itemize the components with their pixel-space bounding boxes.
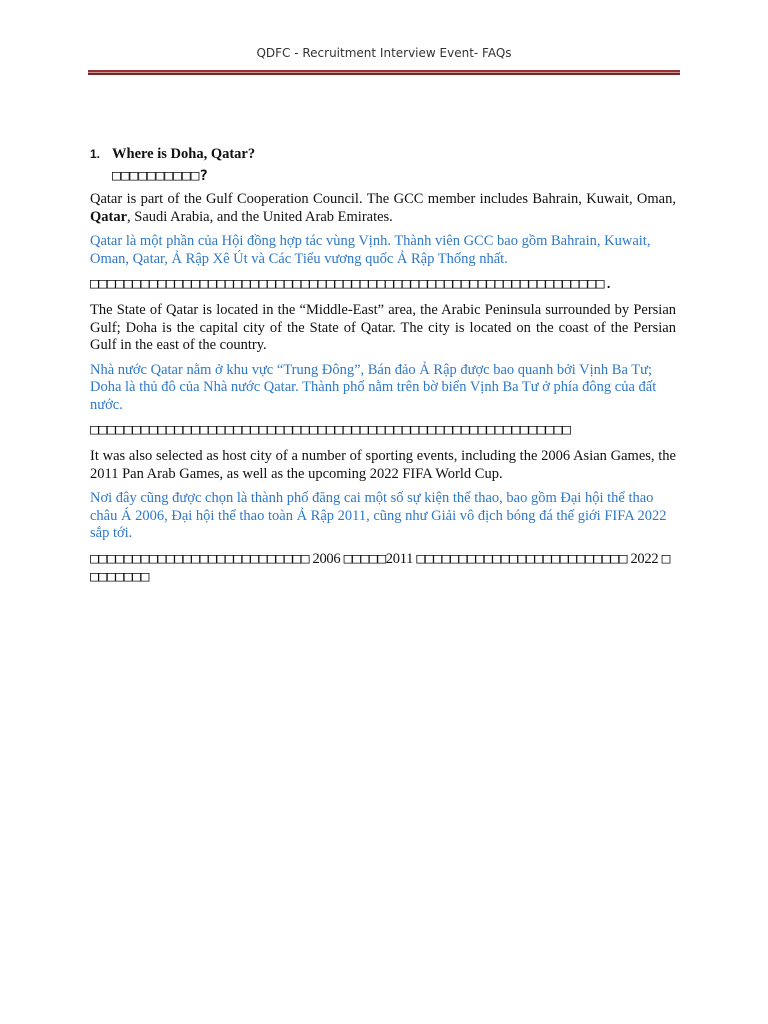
cjk-text: □□□□□□□□	[90, 550, 671, 585]
question-number: 1.	[90, 147, 101, 161]
answer-paragraph-2-vi: Nhà nước Qatar nằm ở khu vực “Trung Đông”, Bán đảo Ả Rập được bao quanh bởi Vịnh Ba Tư; Doha là thủ đô của Nhà nước Qatar. Thành phố nằm trên bờ biển Vịnh Ba Tư ở phía đông của đất nước.	[90, 361, 657, 413]
answer-paragraph-1-cjk: □□□□□□□□□□□□□□□□□□□□□□□□□□□□□□□□□□□□□□□□□□□□□□□□□□□□□□□□□□□□□.	[90, 276, 613, 292]
answer-paragraph-2-cjk: □□□□□□□□□□□□□□□□□□□□□□□□□□□□□□□□□□□□□□□□□□□□□□□□□□□□□□□□□	[90, 422, 571, 438]
page-header-title: QDFC - Recruitment Interview Event- FAQs	[256, 46, 512, 60]
answer-bold-text: Qatar	[90, 208, 128, 225]
document-body	[90, 145, 676, 595]
answer-paragraph-2-en: The State of Qatar is located in the “Middle-East” area, the Arabic Peninsula surrounded by Persian Gulf; Doha is the capital city of the State of Qatar. The city is located on the coast of the Persian Gulf in the east of the country.	[90, 302, 676, 353]
answer-paragraph-1-vi: Qatar là một phần của Hội đồng hợp tác vùng Vịnh. Thành viên GCC bao gồm Bahrain, Kuwait, Oman, Qatar, Ả Rập Xê Út và Các Tiểu vương quốc Ả Rập Thống nhất.	[90, 233, 651, 267]
answer-paragraph-1-en	[90, 191, 676, 226]
answer-paragraph-3-vi: Nơi đây cũng được chọn là thành phố đăng cai một số sự kiện thể thao, bao gồm Đại hội thể thao châu Á 2006, Đại hội thể thao toàn Ả Rập 2011, cũng như Giải vô địch bóng đá thế giới FIFA 2022 sắp tới.	[90, 490, 667, 541]
cjk-text: □□□□□	[343, 550, 386, 567]
cjk-number: 2011	[385, 550, 417, 567]
cjk-number: 2006	[309, 550, 344, 567]
cjk-number: 2022	[627, 550, 662, 567]
question-text: Where is Doha, Qatar?	[112, 146, 256, 162]
question-text-cjk: □□□□□□□□□□?	[112, 168, 209, 184]
header-divider	[88, 70, 680, 75]
answer-paragraph-3-en: It was also selected as host city of a number of sporting events, including the 2006 Asian Games, the 2011 Pan Arab Games, as well as the upcoming 2022 FIFA World Cup.	[90, 448, 676, 482]
cjk-text: □□□□□□□□□□□□□□□□□□□□□□□□□	[416, 550, 628, 567]
answer-text: Qatar is part of the Gulf Cooperation Council. The GCC member includes Bahrain, Kuwait, Oman,	[90, 191, 676, 207]
cjk-text: □□□□□□□□□□□□□□□□□□□□□□□□□□	[90, 550, 310, 567]
question-heading	[90, 145, 676, 163]
answer-text: , Saudi Arabia, and the United Arab Emirates.	[127, 208, 393, 225]
answer-paragraph-3-cjk	[90, 550, 676, 586]
